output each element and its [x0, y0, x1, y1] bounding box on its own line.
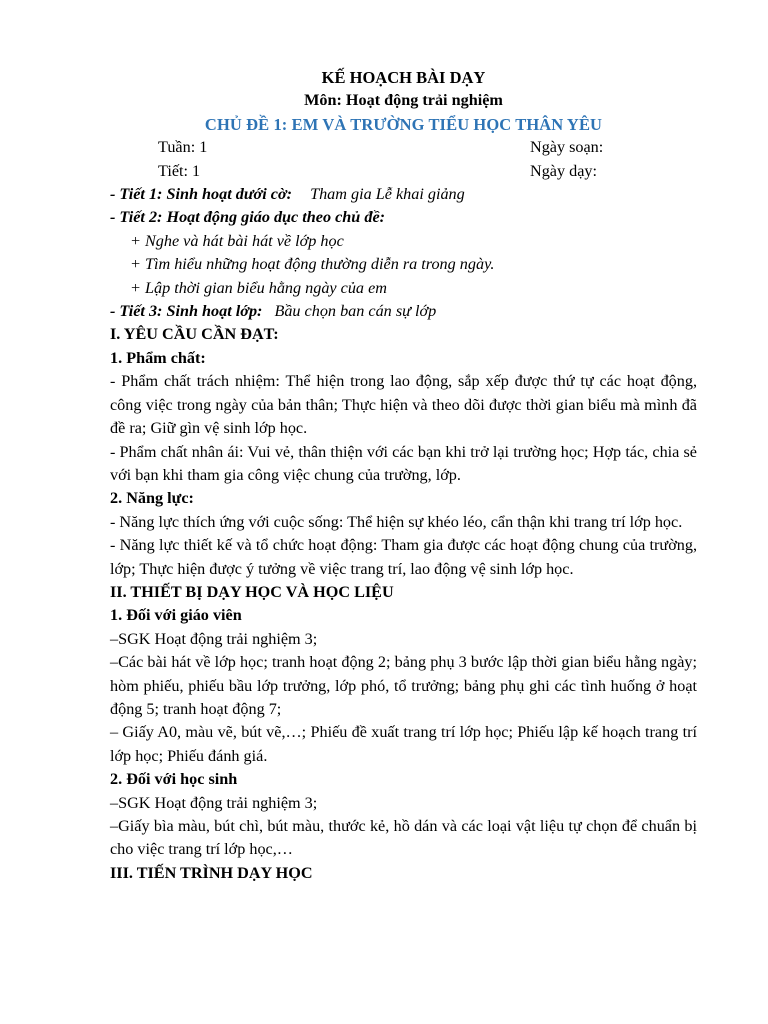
section-3-heading: III. TIẾN TRÌNH DẠY HỌC [110, 863, 313, 882]
week-label: Tuần: 1 [158, 138, 208, 157]
subject-line: Môn: Hoạt động trải nghiệm [304, 91, 503, 110]
lesson-plan-body [110, 66, 697, 885]
period-1-value: Tham gia Lễ khai giảng [310, 185, 465, 204]
prepared-date-label: Ngày soạn: [530, 138, 604, 157]
period-3-value: Bầu chọn ban cán sự lớp [274, 302, 437, 321]
section-2-heading: II. THIẾT BỊ DẠY HỌC VÀ HỌC LIỆU [110, 582, 394, 601]
teach-date-label: Ngày dạy: [530, 161, 597, 180]
abilities-heading: 2. Năng lực: [110, 489, 194, 508]
period-2-item: + Lập thời gian biểu hằng ngày của em [130, 278, 387, 297]
quality-paragraph: - Phẩm chất nhân ái: Vui vẻ, thân thiện với các bạn khi trở lại trường học; Hợp tác, chia sẻ với bạn khi tham gia công việc chung của trường, lớp. [110, 442, 697, 484]
topic-heading: CHỦ ĐỀ 1: EM VÀ TRƯỜNG TIỂU HỌC THÂN YÊU [204, 114, 603, 134]
period-2-item: + Tìm hiểu những hoạt động thường diễn ra trong ngày. [130, 255, 495, 274]
period-1-label: - Tiết 1: Sinh hoạt dưới cờ: [110, 185, 293, 204]
ability-paragraph: - Năng lực thiết kế và tổ chức hoạt động: Tham gia được các hoạt động chung của trường, lớp; Thực hiện được ý tưởng về việc trang trí, lao động vệ sinh lớp học. [110, 536, 697, 578]
lesson-row [110, 160, 697, 183]
teacher-item: –Các bài hát về lớp học; tranh hoạt động 2; bảng phụ 3 bước lập thời gian biểu hằng ngày; hòm phiếu, phiếu bầu lớp trưởng, lớp phó, tổ trưởng; bảng phụ ghi các tình huống ở hoạt động 5; tranh hoạt động 7; [110, 653, 697, 718]
week-row [110, 136, 697, 159]
teacher-item: –SGK Hoạt động trải nghiệm 3; [110, 629, 318, 648]
period-2-item: + Nghe và hát bài hát về lớp học [130, 231, 344, 250]
teacher-item: – Giấy A0, màu vẽ, bút vẽ,…; Phiếu đề xuất trang trí lớp học; Phiếu lập kế hoạch trang trí lớp học; Phiếu đánh giá. [110, 723, 697, 765]
student-item: –SGK Hoạt động trải nghiệm 3; [110, 793, 318, 812]
section-1-heading: I. YÊU CẦU CẦN ĐẠT: [110, 325, 279, 344]
ability-paragraph: - Năng lực thích ứng với cuộc sống: Thể hiện sự khéo léo, cẩn thận khi trang trí lớp học. [110, 512, 683, 531]
quality-paragraph: - Phẩm chất trách nhiệm: Thể hiện trong lao động, sắp xếp được thứ tự các hoạt động, công việc trong ngày của bản thân; Thực hiện và theo dõi được thời gian biểu mà mình đã đề ra; Giữ gìn vệ sinh lớp học. [110, 372, 697, 438]
teacher-heading: 1. Đối với giáo viên [110, 606, 242, 625]
lesson-label: Tiết: 1 [158, 161, 201, 180]
qualities-heading: 1. Phẩm chất: [110, 348, 206, 367]
period-3 [110, 300, 697, 323]
period-3-label: - Tiết 3: Sinh hoạt lớp: [110, 302, 263, 321]
period-1 [110, 183, 697, 206]
student-item: –Giấy bìa màu, bút chì, bút màu, thước kẻ, hồ dán và các loại vật liệu tự chọn để chuẩn bị cho việc trang trí lớp học,… [110, 817, 697, 859]
student-heading: 2. Đối với học sinh [110, 770, 238, 789]
document-title: KẾ HOẠCH BÀI DẠY [321, 68, 486, 87]
period-2-label: - Tiết 2: Hoạt động giáo dục theo chủ đề: [110, 208, 386, 227]
